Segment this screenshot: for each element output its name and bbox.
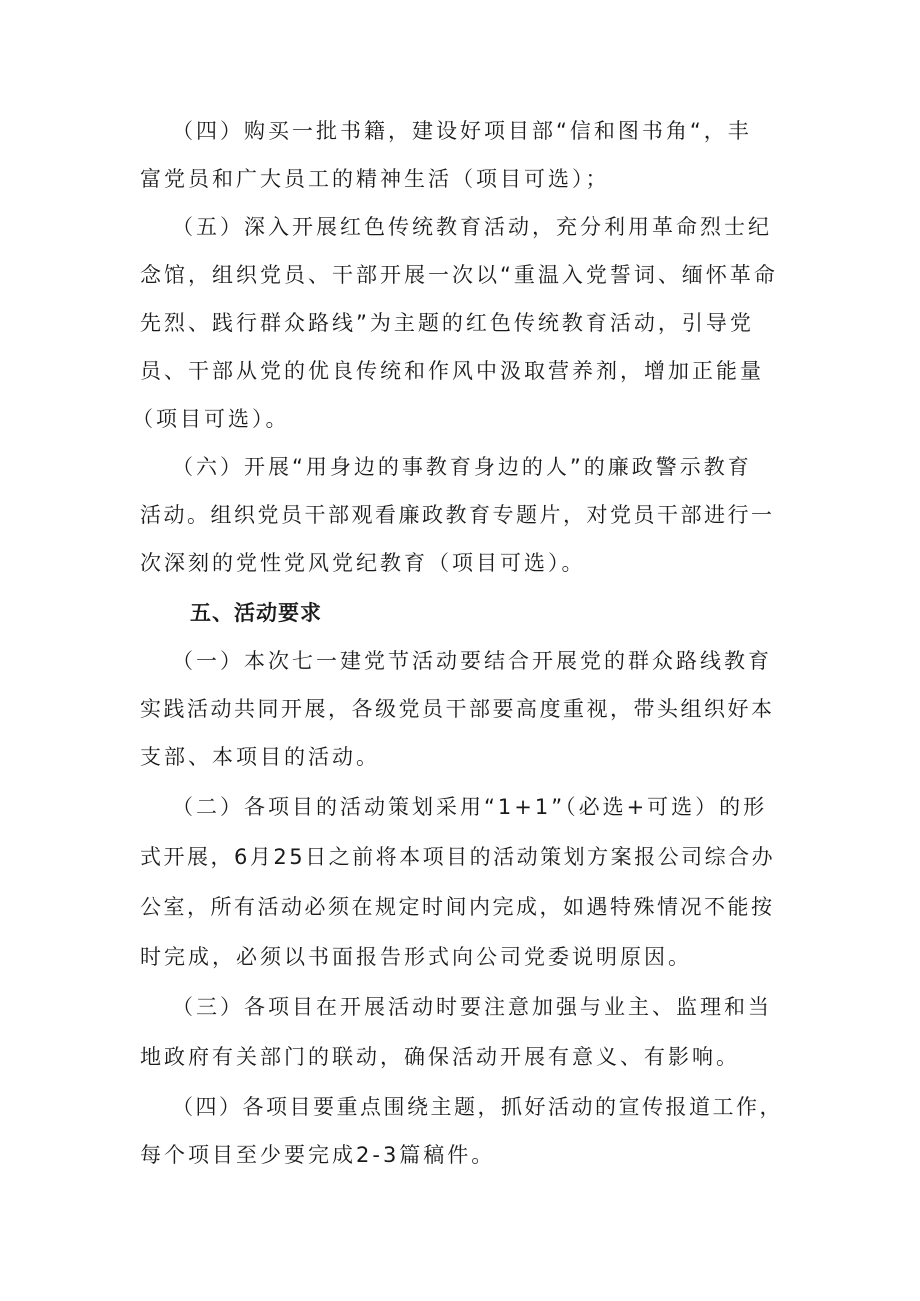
paragraph-6-integrity-line-3: 次深刻的党性党风党纪教育（项目可选）。 (140, 551, 586, 575)
paragraph-4-buy-books-line-2: 富党员和广大员工的精神生活（项目可选）； (140, 167, 610, 191)
requirement-3-line-1: （三）各项目在开展活动时要注意加强与业主、监理和当 (172, 995, 772, 1019)
requirement-2-line-2: 式开展，6月25日之前将本项目的活动策划方案报公司综合办 (140, 845, 776, 869)
paragraph-5-red-education-line-5: （项目可选）。 (132, 407, 290, 431)
requirement-2-line-3: 公室，所有活动必须在规定时间内完成，如遇特殊情况不能按 (140, 895, 775, 919)
paragraph-6-integrity-line-1: （六）开展“用身边的事教育身边的人”的廉政警示教育 (172, 455, 752, 479)
paragraph-6-integrity-line-2: 活动。组织党员干部观看廉政教育专题片，对党员干部进行一 (140, 503, 775, 527)
paragraph-5-red-education-line-1: （五）深入开展红色传统教育活动，充分利用革命烈士纪 (172, 215, 772, 239)
requirement-2-line-4: 时完成，必须以书面报告形式向公司党委说明原因。 (140, 945, 692, 969)
paragraph-4-buy-books-line-1: （四）购买一批书籍，建设好项目部“信和图书角“，丰 (172, 119, 752, 143)
requirement-2-line-1: （二）各项目的活动策划采用“1+1”（必选+可选）的形 (172, 795, 768, 819)
requirement-1-line-2: 实践活动共同开展，各级党员干部要高度重视，带头组织好本 (140, 697, 775, 721)
requirement-1-line-1: （一）本次七一建党节活动要结合开展党的群众路线教育 (172, 649, 772, 673)
section-heading-activity-requirements: 五、活动要求 (190, 601, 322, 625)
requirement-4-line-2: 每个项目至少要完成2-3篇稿件。 (140, 1143, 496, 1167)
requirement-4-line-1: （四）各项目要重点围绕主题，抓好活动的宣传报道工作， (172, 1095, 783, 1119)
requirement-3-line-2: 地政府有关部门的联动，确保活动开展有意义、有影响。 (140, 1045, 740, 1069)
paragraph-5-red-education-line-2: 念馆，组织党员、干部开展一次以“重温入党誓词、缅怀革命 (140, 263, 778, 287)
requirement-1-line-3: 支部、本项目的活动。 (140, 745, 380, 769)
paragraph-5-red-education-line-4: 员、干部从党的优良传统和作风中汲取营养剂，增加正能量 (140, 359, 764, 383)
paragraph-5-red-education-line-3: 先烈、践行群众路线”为主题的红色传统教育活动，引导党 (140, 311, 754, 335)
